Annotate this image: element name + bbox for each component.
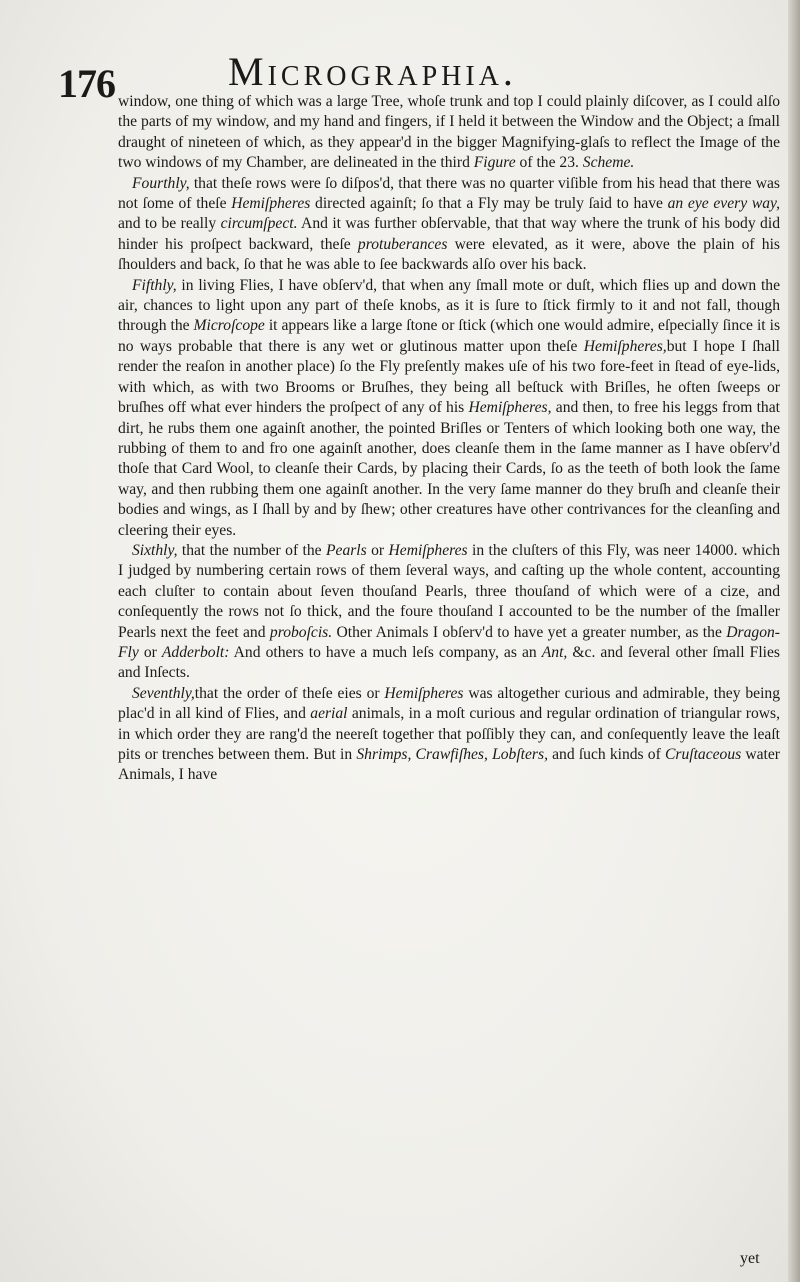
italic-run: Scheme. xyxy=(582,154,635,172)
text-run: that the order of theſe eies or xyxy=(194,684,385,702)
paragraph xyxy=(118,684,780,786)
italic-run: Fourthly, xyxy=(132,174,190,192)
italic-run: Cruſtaceous xyxy=(664,746,742,763)
text-run: it appears like a large ſtone or ſtick (which one would admire, eſpecially ſince it is no ways probable that there is any wet or glutinous matter upon theſe xyxy=(118,317,781,355)
text-run: water Animals, I have xyxy=(118,746,781,784)
italic-run: Dragon-Fly xyxy=(118,623,780,661)
text-run: or xyxy=(138,643,162,661)
text-run: but I hope I ſhall render the reaſon in another place) ſo the Fly preſently makes uſe of his two fore-feet in ſtead of eye-lids, with which, as with two Brooms or Bruſhes, they being all beſtuck with Briſles, he often ſweeps or bruſhes off what ever hinders the proſpect of any of his xyxy=(118,337,781,417)
text-run: that the number of the xyxy=(177,541,326,559)
text-run: And it was further obſervable, that that way where the trunk of his body did hinder his proſpect backward, theſe xyxy=(118,215,780,253)
italic-run: Seventhly, xyxy=(132,684,195,702)
text-run: was altogether curious and admirable, they being plac'd in all kind of Flies, and xyxy=(118,684,780,723)
italic-run: Adderbolt: xyxy=(161,643,230,661)
italic-run: Hemiſpheres xyxy=(231,195,311,213)
page-edge xyxy=(788,0,800,1282)
italic-run: Crawfiſhes, xyxy=(415,746,488,763)
text-run: And others to have a much leſs company, as an xyxy=(229,643,542,661)
paragraph xyxy=(118,276,780,541)
italic-run: Fifthly, xyxy=(132,276,177,294)
paragraph xyxy=(118,541,780,684)
text-run: Other Animals I obſerv'd to have yet a greater number, as the xyxy=(332,623,727,641)
text-run: in living Flies, I have obſerv'd, that when any ſmall mote or duſt, which flies up and down the air, chances to light upon any part of theſe knobs, as it is ſure to ſtick firmly to it and not fall, though through the xyxy=(118,276,780,335)
text-run: animals, in a moſt curious and regular ordination of triangular rows, in which order they are rang'd the neereſt together that poſſibly they can, and conſequently leave the leaſt pits or trenches between them. But in xyxy=(118,705,780,763)
paragraph xyxy=(118,174,780,276)
text-run: of the 23. xyxy=(515,154,583,172)
italic-run: Sixthly, xyxy=(132,541,178,559)
italic-run: proboſcis. xyxy=(269,623,333,641)
italic-run: Pearls xyxy=(326,541,367,559)
italic-run: Microſcope xyxy=(193,317,265,335)
text-run: that theſe rows were ſo diſpos'd, that there was no quarter viſible from his head that there was not ſome of theſe xyxy=(118,174,780,213)
text-run: were elevated, as it were, above the plain of his ſhoulders and back, ſo that he was able to ſee backwards alſo over his back. xyxy=(118,235,780,274)
italic-run: Hemiſpheres xyxy=(388,541,468,559)
italic-run: aerial xyxy=(310,705,348,723)
text-run: window, one thing of which was a large Tree, whoſe trunk and top I could plainly diſcover, as I could alſo the parts of my window, and my hand and fingers, if I held it between the Window and the Object; a ſmall draught of nineteen of which, as they appear'd in the bigger Magnifying-glaſs to reflect the Image of the two windows of my Chamber, are delineated in the third xyxy=(118,93,780,172)
text-run: in the cluſters of this Fly, was neer 14000. which I judged by numbering certain rows of them ſeveral ways, and caſting up the whole content, accounting each cluſter to contain about ſeven thouſand Pearls, three thouſand of which were of a cize, and conſequently the rows not ſo thick, and the foure thouſand I accounted to be the number of the ſmaller Pearls next the feet and xyxy=(118,541,780,641)
page-number: 176 xyxy=(58,61,115,106)
italic-run: an eye every way, xyxy=(667,195,780,213)
italic-run: protuberances xyxy=(357,235,448,253)
text-run: and ſuch kinds of xyxy=(547,746,665,763)
italic-run: Hemiſpheres, xyxy=(468,399,552,417)
italic-run: Hemiſpheres, xyxy=(583,337,667,355)
italic-run: Lobſters, xyxy=(492,746,548,763)
text-run: and then, to free his leggs from that dirt, he rubs them one againſt another, the pointed Briſles or Tenters of which looking both one way, the rubbing of them to and fro one againſt another, does cleanſe them in the ſame manner as I have obſerv'd thoſe that Card Wool, to cleanſe their Cards, by placing their Cards, ſo as the teeth of both look the ſame way, and then rubbing them one againſt another. In the very ſame manner do they bruſh and cleanſe their bodies and wings, as I ſhall by and by ſhew; other creatures have other contrivances for the cleanſing and cleering their eyes. xyxy=(118,399,780,539)
body-text xyxy=(118,92,780,786)
text-run: and to be really xyxy=(118,215,221,233)
italic-run: Figure xyxy=(473,154,516,172)
paragraph xyxy=(118,92,780,174)
italic-run: circumſpect. xyxy=(220,215,298,233)
text-run: &c. and ſeveral other ſmall Flies and Inſects. xyxy=(118,643,780,682)
text-run: directed againſt; ſo that a Fly may be truly ſaid to have xyxy=(310,195,668,213)
italic-run: Hemiſpheres xyxy=(384,684,464,702)
italic-run: Shrimps, xyxy=(356,746,412,763)
running-head: Micrographia. xyxy=(228,49,517,94)
text-run: or xyxy=(366,541,389,559)
italic-run: Ant, xyxy=(541,643,568,661)
catchword: yet xyxy=(740,1250,760,1267)
